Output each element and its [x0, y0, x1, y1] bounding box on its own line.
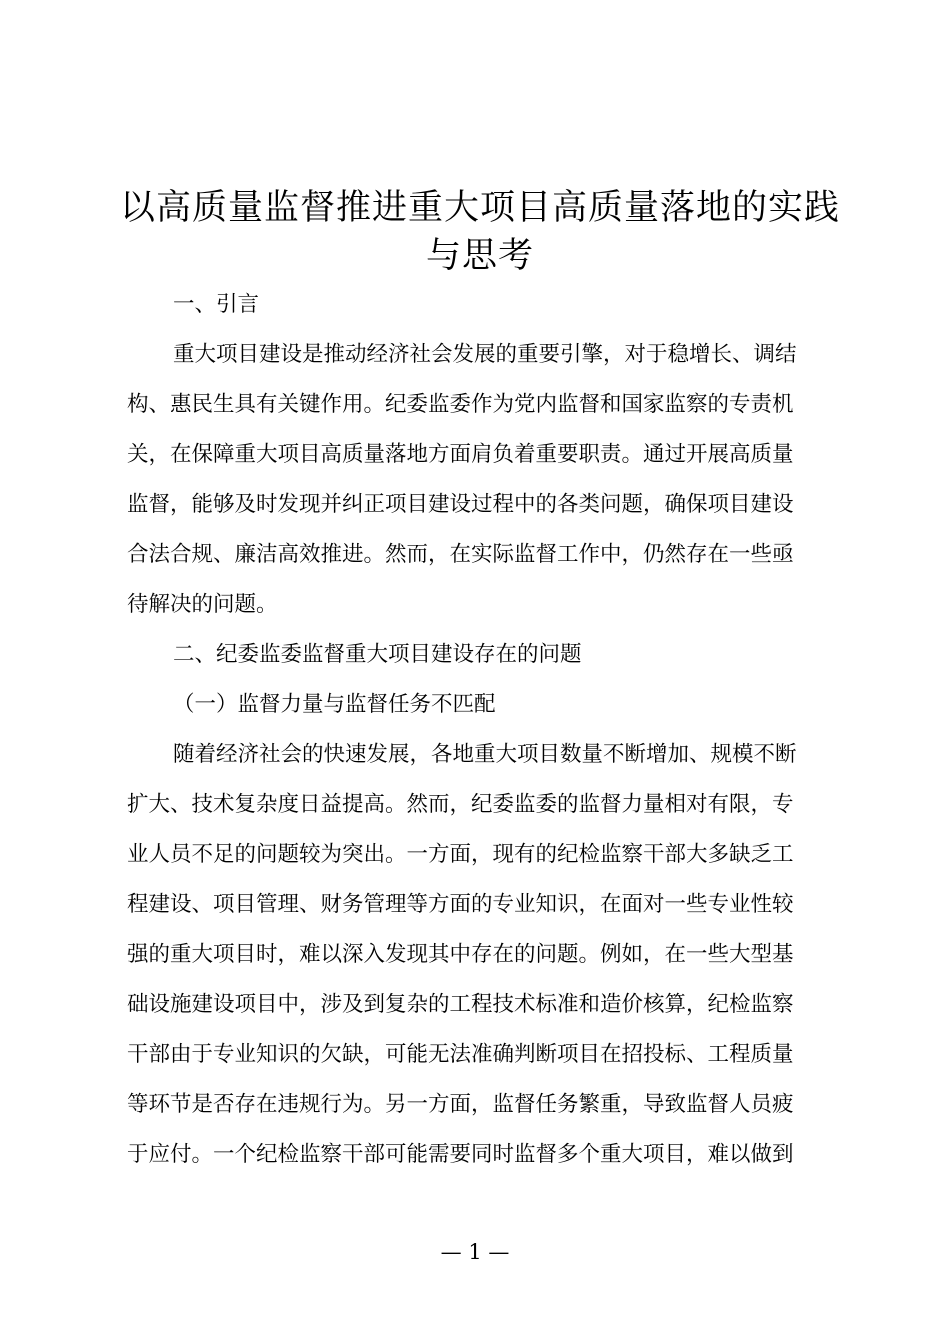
- paragraph-line: 重大项目建设是推动经济社会发展的重要引擎，对于稳增长、调结: [173, 342, 797, 367]
- paragraph-line: 强的重大项目时，难以深入发现其中存在的问题。例如，在一些大型基: [127, 942, 794, 967]
- page-number: — 1 —: [440, 1240, 510, 1264]
- paragraph-line: 待解决的问题。: [127, 592, 278, 617]
- paragraph-line: 合法合规、廉洁高效推进。然而，在实际监督工作中，仍然存在一些亟: [127, 542, 794, 567]
- section-heading-problems: 二、纪委监委监督重大项目建设存在的问题: [173, 642, 582, 667]
- paragraph-line: 干部由于专业知识的欠缺，可能无法准确判断项目在招投标、工程质量: [127, 1042, 794, 1067]
- document-title-line-1: 以高质量监督推进重大项目高质量落地的实践: [120, 188, 841, 228]
- paragraph-line: 监督，能够及时发现并纠正项目建设过程中的各类问题，确保项目建设: [127, 492, 794, 517]
- paragraph-line: 业人员不足的问题较为突出。一方面，现有的纪检监察干部大多缺乏工: [127, 842, 794, 867]
- paragraph-line: 于应付。一个纪检监察干部可能需要同时监督多个重大项目，难以做到: [127, 1142, 794, 1167]
- paragraph-line: 构、惠民生具有关键作用。纪委监委作为党内监督和国家监察的专责机: [127, 392, 794, 417]
- section-heading-introduction: 一、引言: [173, 292, 260, 317]
- paragraph-line: 随着经济社会的快速发展，各地重大项目数量不断增加、规模不断: [173, 742, 797, 767]
- paragraph-line: 程建设、项目管理、财务管理等方面的专业知识，在面对一些专业性较: [127, 892, 794, 917]
- paragraph-line: 等环节是否存在违规行为。另一方面，监督任务繁重，导致监督人员疲: [127, 1092, 794, 1117]
- paragraph-line: 扩大、技术复杂度日益提高。然而，纪委监委的监督力量相对有限，专: [127, 792, 794, 817]
- paragraph-line: 础设施建设项目中，涉及到复杂的工程技术标准和造价核算，纪检监察: [127, 992, 794, 1017]
- document-title-line-2: 与思考: [425, 236, 534, 276]
- paragraph-line: 关，在保障重大项目高质量落地方面肩负着重要职责。通过开展高质量: [127, 442, 794, 467]
- subsection-heading-1: （一）监督力量与监督任务不匹配: [173, 692, 496, 717]
